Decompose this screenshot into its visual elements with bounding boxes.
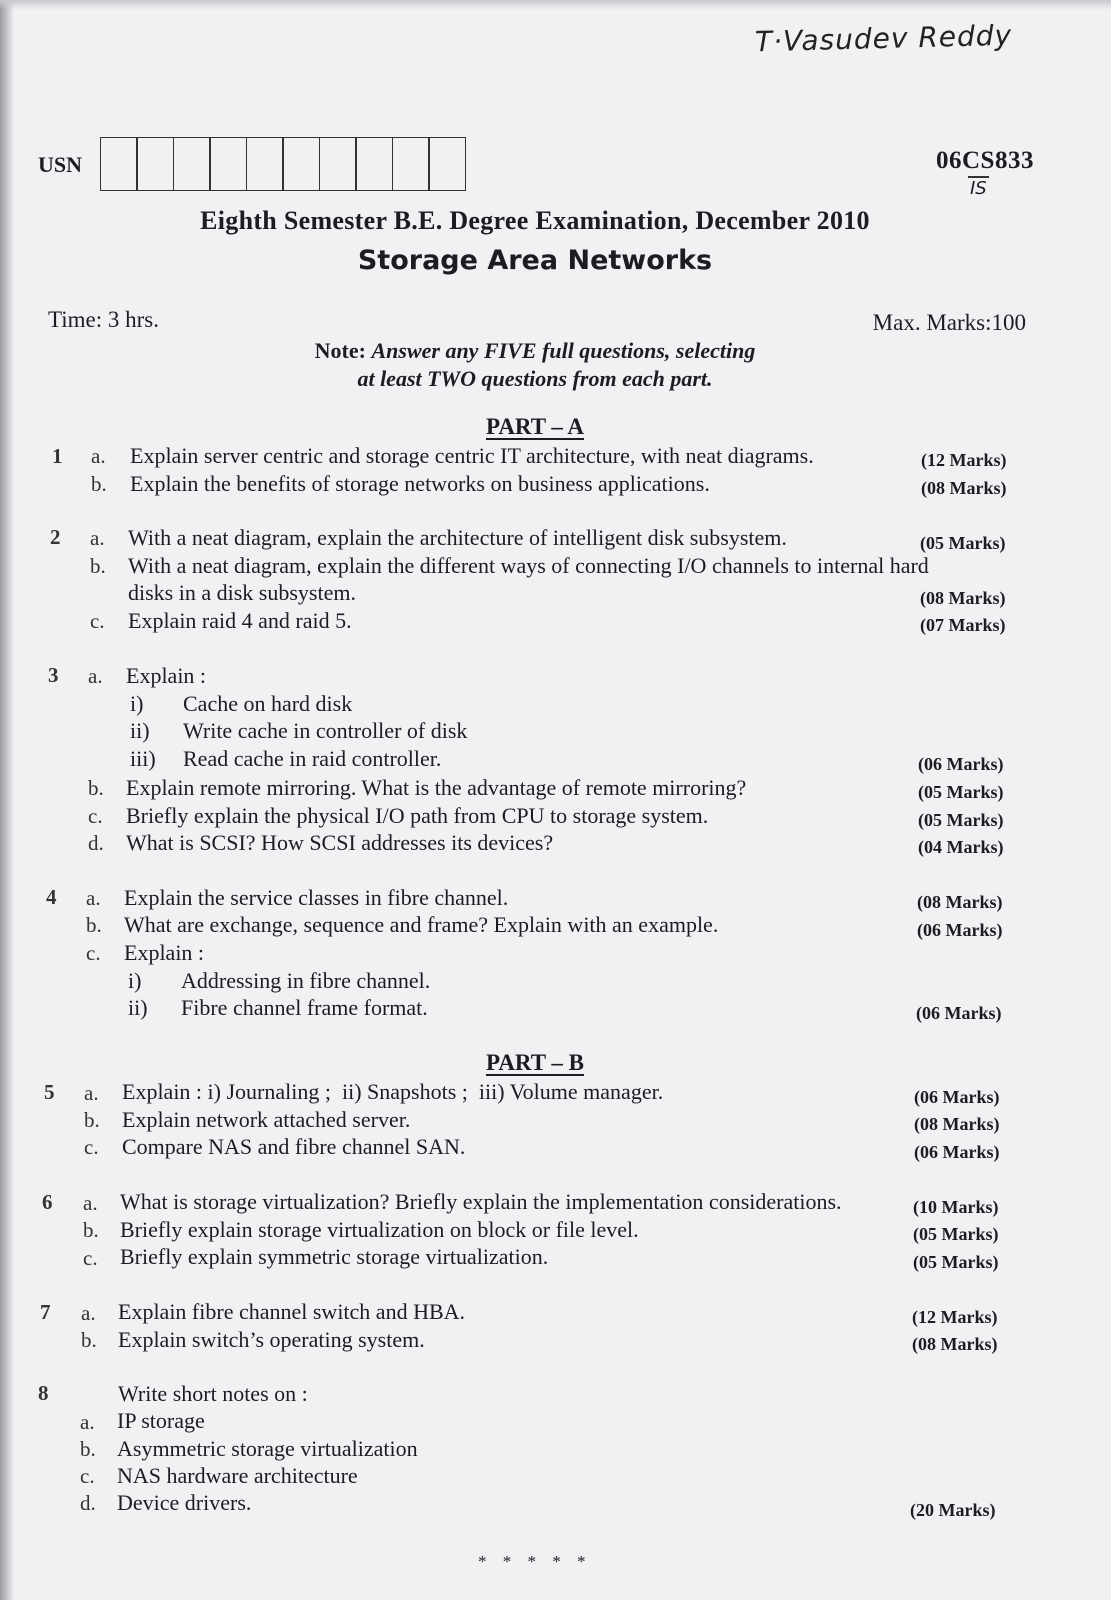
question-text: Explain : i) Journaling ; ii) Snapshots ; iii) Volume manager. — [122, 1079, 664, 1104]
question-number: 5 — [44, 1080, 55, 1104]
time-allowed: Time: 3 hrs. — [48, 307, 159, 332]
marks: (08 Marks) — [912, 1334, 998, 1354]
marks: (20 Marks) — [910, 1500, 996, 1520]
question-number: 2 — [50, 525, 61, 549]
part-a-title: PART – A — [485, 414, 585, 439]
note-line-2: at least TWO questions from each part. — [357, 366, 713, 391]
question-text: Explain raid 4 and raid 5. — [128, 608, 352, 633]
question-text: Briefly explain the physical I/O path from CPU to storage system. — [126, 803, 709, 828]
roman-label: i) — [130, 691, 144, 716]
scan-edge-shadow — [0, 0, 14, 1600]
sub-label: a. — [90, 526, 105, 550]
sub-item-text: Addressing in fibre channel. — [181, 968, 431, 993]
marks: (06 Marks) — [918, 754, 1004, 774]
usn-label: USN — [38, 152, 83, 177]
marks: (05 Marks) — [913, 1224, 999, 1244]
part-b-title: PART – B — [485, 1050, 585, 1075]
question-text: Explain fibre channel switch and HBA. — [118, 1299, 466, 1324]
note-item: NAS hardware architecture — [117, 1463, 358, 1488]
sub-label: b. — [91, 472, 107, 496]
question-text: Explain server centric and storage centric IT architecture, with neat diagrams. — [130, 443, 814, 468]
usn-box — [246, 137, 284, 191]
question-text: What are exchange, sequence and frame? Explain with an example. — [124, 912, 719, 937]
marks: (06 Marks) — [914, 1142, 1000, 1162]
marks: (08 Marks) — [917, 892, 1003, 912]
sub-label: c. — [83, 1246, 98, 1270]
question-number: 7 — [40, 1300, 51, 1324]
question-text: Explain switch’s operating system. — [118, 1327, 425, 1352]
marks: (08 Marks) — [921, 478, 1007, 498]
sub-label: a. — [91, 444, 106, 468]
usn-box — [100, 137, 138, 191]
marks: (05 Marks) — [913, 1252, 999, 1272]
sub-item-text: Write cache in controller of disk — [183, 718, 468, 743]
note-label: Note: — [314, 338, 366, 363]
roman-label: ii) — [130, 718, 150, 743]
question-text: Compare NAS and fibre channel SAN. — [122, 1134, 466, 1159]
roman-label: i) — [128, 968, 142, 993]
question-number: 8 — [38, 1381, 49, 1405]
marks: (08 Marks) — [920, 588, 1006, 608]
sub-label: b. — [83, 1218, 99, 1242]
sub-label: b. — [81, 1328, 97, 1352]
note-item: IP storage — [117, 1408, 205, 1433]
exam-title: Eighth Semester B.E. Degree Examination, December 2010 — [200, 206, 870, 235]
usn-boxes — [101, 137, 466, 191]
sub-label: d. — [80, 1491, 96, 1515]
note-line-1: Answer any FIVE full questions, selecting — [371, 338, 756, 363]
marks: (06 Marks) — [917, 920, 1003, 940]
usn-box — [319, 137, 357, 191]
question-text: Explain : — [124, 940, 205, 965]
sub-label: c. — [90, 609, 105, 633]
sub-label: a. — [83, 1191, 98, 1215]
sub-label: a. — [88, 664, 103, 688]
subject-title: Storage Area Networks — [357, 245, 713, 276]
sub-label: a. — [81, 1301, 96, 1325]
question-text: With a neat diagram, explain the different ways of connecting I/O channels to internal hard — [128, 553, 929, 578]
marks: (12 Marks) — [921, 450, 1007, 470]
sub-item-text: Read cache in raid controller. — [183, 746, 442, 771]
usn-box — [392, 137, 430, 191]
marks: (05 Marks) — [920, 533, 1006, 553]
sub-item-text: Cache on hard disk — [183, 691, 353, 716]
sub-label: d. — [88, 831, 104, 855]
question-text: Briefly explain symmetric storage virtualization. — [120, 1244, 549, 1269]
question-number: 4 — [46, 885, 57, 909]
usn-box — [355, 137, 393, 191]
marks: (07 Marks) — [920, 615, 1006, 635]
usn-box — [136, 137, 174, 191]
question-text: Explain remote mirroring. What is the advantage of remote mirroring? — [126, 775, 747, 800]
marks: (05 Marks) — [918, 782, 1004, 802]
question-text: Briefly explain storage virtualization on block or file level. — [120, 1217, 639, 1242]
usn-box — [209, 137, 247, 191]
usn-box — [282, 137, 320, 191]
question-text: Explain network attached server. — [122, 1107, 411, 1132]
roman-label: iii) — [130, 746, 156, 771]
branch-note: IS — [970, 178, 987, 199]
roman-label: ii) — [128, 995, 148, 1020]
handwritten-name: T·Vasudev Reddy — [754, 18, 1013, 59]
marks: (06 Marks) — [914, 1087, 1000, 1107]
sub-label: c. — [88, 804, 103, 828]
sub-label: c. — [86, 941, 101, 965]
scan-top-shadow — [0, 0, 1111, 10]
marks: (06 Marks) — [916, 1003, 1002, 1023]
usn-box — [428, 137, 466, 191]
marks: (04 Marks) — [918, 837, 1004, 857]
max-marks: Max. Marks:100 — [872, 310, 1026, 335]
sub-label: b. — [80, 1437, 96, 1461]
sub-label: c. — [80, 1464, 95, 1488]
sub-label: a. — [86, 886, 101, 910]
question-text: With a neat diagram, explain the architecture of intelligent disk subsystem. — [128, 525, 787, 550]
sub-label: b. — [88, 776, 104, 800]
note-item: Asymmetric storage virtualization — [117, 1436, 418, 1461]
usn-box — [173, 137, 211, 191]
end-of-paper-mark: * * * * * — [478, 1552, 592, 1571]
sub-label: b. — [86, 913, 102, 937]
marks: (08 Marks) — [914, 1114, 1000, 1134]
sub-item-text: Fibre channel frame format. — [181, 995, 428, 1020]
marks: (05 Marks) — [918, 810, 1004, 830]
subject-code: 06CS833 — [936, 147, 1034, 174]
question-number: 1 — [52, 444, 63, 468]
marks: (10 Marks) — [913, 1197, 999, 1217]
note-item: Device drivers. — [117, 1490, 252, 1515]
sub-label: b. — [90, 554, 106, 578]
question-text: What is SCSI? How SCSI addresses its devices? — [126, 830, 554, 855]
sub-label: b. — [84, 1108, 100, 1132]
question-text: Explain the benefits of storage networks on business applications. — [130, 471, 710, 496]
sub-label: a. — [84, 1081, 99, 1105]
question-number: 6 — [42, 1190, 53, 1214]
question-text-continued: disks in a disk subsystem. — [128, 580, 356, 605]
question-text: Explain : — [126, 663, 207, 688]
question-text: Explain the service classes in fibre channel. — [124, 885, 509, 910]
instructions-note — [0, 337, 1070, 393]
marks: (12 Marks) — [912, 1307, 998, 1327]
sub-label: a. — [80, 1410, 95, 1434]
question-text: Write short notes on : — [118, 1381, 308, 1406]
sub-label: c. — [84, 1135, 99, 1159]
question-number: 3 — [48, 663, 59, 687]
question-text: What is storage virtualization? Briefly explain the implementation considerations. — [120, 1189, 842, 1214]
